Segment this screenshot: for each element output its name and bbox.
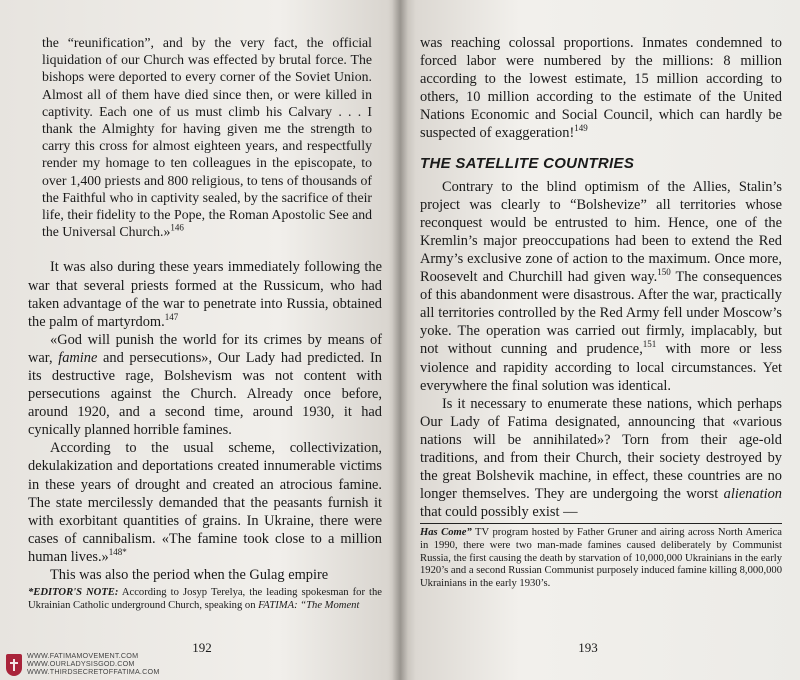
right-page (400, 0, 800, 680)
footnote-ref: 151 (642, 339, 657, 350)
emphasis: alienation (723, 486, 782, 503)
paragraph: This was also the period when the Gulag empire (50, 567, 329, 584)
paragraph: was reaching colossal proportions. Inmates condemned to forced labor were numbered by the millions: 8 million according to the lowest estimate, 15 million according to others, 10 million according to the estimate of the United Nations Economic and Social Council, which can hardly be suspected of exaggeration!$^{149}$ (420, 35, 782, 142)
paragraph: Contrary to the blind optimism of the Allies, Stalin’s project was clearly to “Bolshevize” all territories whose reconquest would be entrusted to him. Hence, one of the Kremlin’s major preoccupations had been to extend the Red Army’s exclusive zone of action to the maximum. Once more, Roosevelt and Churchill had given way.$^{150}$ The consequences of this abandonment were disastrous. After the war, practically all territories controlled by the Red Army fell under Moscow’s yoke. The operation was carried out firmly, implacably, but not without cunning and prudence,$^{151}$ with more or less violence and rapidity according to local circumstances. Yet everywhere the final solution was identical. (420, 178, 782, 394)
footnote-divider (420, 523, 782, 524)
footnote-ref: 150 (657, 267, 671, 278)
paragraph: Is it necessary to enumerate these nations, which perhaps Our Lady of Fatima designated, announcing that «various nations will be annihilated»? Torn from their age-old traditions, and from their Church, their society destroyed by the great Bolshevik machine, in effect, these countries are no longer themselves. They are undergoing the worst alienation that could possibly exist — (420, 395, 782, 521)
logo-icon (6, 654, 22, 676)
editor-footnote: *EDITOR'S NOTE: According to Josyp Terelya, the leading spokesman for the Ukrainian Catholic underground Church, speaking on FATIMA: “The Moment (28, 587, 383, 611)
footnote-label: Has Come” (420, 527, 472, 539)
paragraph: According to the usual scheme, collectivization, dekulakization and deportations created innumerable victims in these years of drought and created an atrocious famine. The state mercilessly demanded that the peasants furnish it with exorbitant quantities of grains. In Ukraine, there were cases of cannibalism. «The famine took close to a million human lives.»$^{148*}$ (28, 440, 382, 565)
watermark (6, 652, 160, 676)
watermark-url: WWW.OURLADYSISGOD.COM (27, 659, 135, 668)
watermark-url: WWW.THIRDSECRETOFFATIMA.COM (27, 667, 160, 676)
watermark-url: WWW.FATIMAMOVEMENT.COM (27, 651, 139, 660)
program-title: FATIMA: “The Moment (258, 599, 360, 611)
footnote-ref: 147 (164, 311, 179, 322)
footnote-label: *EDITOR'S NOTE: (28, 587, 119, 599)
section-heading: THE SATELLITE COUNTRIES (420, 154, 635, 172)
footnote-ref: 149 (574, 123, 588, 134)
watermark-urls (27, 652, 160, 676)
editor-footnote-continued: Has Come” TV program hosted by Father Gruner and airing across North America in 1990, there were two man-made famines caused deliberately by Communist Russia, the first causing the death by starvation of 10,000,000 Ukrainians in the early 1920’s and a second Russian Communist purposely induced famine killing 8,000,000 Ukrainians in the early 1930’s. (420, 527, 783, 589)
footnote-ref: 148* (108, 547, 127, 558)
footnote-ref: 146 (170, 222, 184, 233)
emphasis: famine (58, 349, 98, 366)
page-number: 193 (578, 640, 598, 655)
quote-paragraph: the “reunification”, and by the very fact, the official liquidation of our Church was effected by brutal force. The bishops were deported to every corner of the Soviet Union. Almost all of them have died since then, or were killed in captivity. Each one of us must climb his Calvary . . . I thank the Almighty for having given me the strength to carry this cross for almost eighteen years, and respectfully render my homage to ten colleagues in the episcopate, to over 1,400 priests and 800 religious, to tens of thousands of the Faithful who in captivity sealed, by the sacrifice of their life, their fidelity to the Pope, the Roman Apostolic See and the Universal Church.»$^{146}$ (42, 35, 372, 240)
paragraph: «God will punish the world for its crimes by means of war, famine and persecutions», Our Lady had predicted. In its destructive rage, Bolshevism was not content with persecutions against the Church. Already once before, around 1920, and a second time, around 1930, it had cynically planned horrible famines. (28, 331, 382, 439)
page-number: 192 (192, 640, 212, 655)
paragraph: It was also during these years immediately following the war that several priests formed at the Russicum, who had taken advantage of the war to penetrate into Russia, obtained the palm of martyrdom.$^{147}$ (28, 259, 382, 330)
